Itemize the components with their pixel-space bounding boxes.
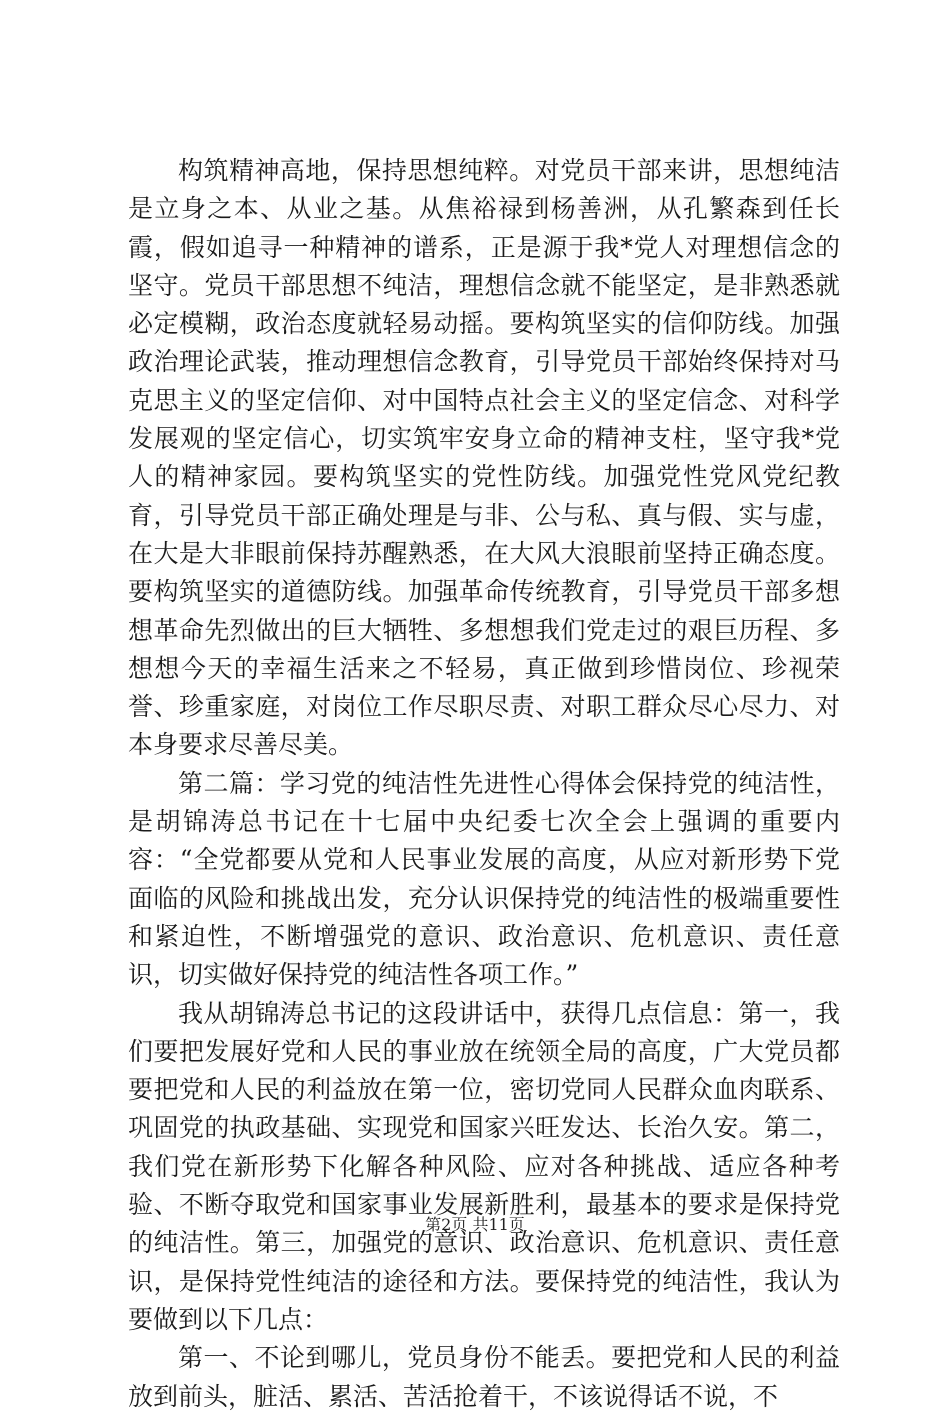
paragraph-first-point: 第一、不论到哪儿，党员身份不能丢。要把党和人民的利益放到前头，脏活、累活、苦活抢着干，不该说得话不说，不 bbox=[128, 1343, 840, 1411]
paragraph-second-article: 第二篇：学习党的纯洁性先进性心得体会保持党的纯洁性，是胡锦涛总书记在十七届中央纪委七次全会上强调的重要内容：“全党都要从党和人民事业发展的高度，从应对新形势下党面临的风险和挑战出发，充分认识保持党的纯洁性的极端重要性和紧迫性，不断增强党的意识、政治意识、危机意识、责任意识，切实做好保持党的纯洁性各项工作。” bbox=[128, 768, 840, 990]
paragraph-thought-purity: 构筑精神高地，保持思想纯粹。对党员干部来讲，思想纯洁是立身之本、从业之基。从焦裕禄到杨善洲，从孔繁森到任长霞，假如追寻一种精神的谱系，正是源于我*党人对理想信念的坚守。党员干部思想不纯洁，理想信念就不能坚定，是非熟悉就必定模糊，政治态度就轻易动摇。要构筑坚实的信仰防线。加强政治理论武装，推动理想信念教育，引导党员干部始终保持对马克思主义的坚定信仰、对中国特点社会主义的坚定信念、对科学发展观的坚定信心，切实筑牢安身立命的精神支柱，坚守我*党人的精神家园。要构筑坚实的党性防线。加强党性党风党纪教育，引导党员干部正确处理是与非、公与私、真与假、实与虚，在大是大非眼前保持苏醒熟悉，在大风大浪眼前坚持正确态度。要构筑坚实的道德防线。加强革命传统教育，引导党员干部多想想革命先烈做出的巨大牺牲、多想想我们党走过的艰巨历程、多想想今天的幸福生活来之不轻易，真正做到珍惜岗位、珍视荣誉、珍重家庭，对岗位工作尽职尽责、对职工群众尽心尽力、对本身要求尽善尽美。 bbox=[128, 156, 840, 760]
page-number-footer: 第2页 共11页 bbox=[425, 1215, 525, 1234]
paragraph-speech-insights: 我从胡锦涛总书记的这段讲话中，获得几点信息：第一，我们要把发展好党和人民的事业放在统领全局的高度，广大党员都要把党和人民的利益放在第一位，密切党同人民群众血肉联系、巩固党的执政基础、实现党和国家兴旺发达、长治久安。第二，我们党在新形势下化解各种风险、应对各种挑战、适应各种考验、不断夺取党和国家事业发展新胜利，最基本的要求是保持党的纯洁性。第三，加强党的意识、政治意识、危机意识、责任意识，是保持党性纯洁的途径和方法。要保持党的纯洁性，我认为要做到以下几点： bbox=[128, 998, 840, 1334]
